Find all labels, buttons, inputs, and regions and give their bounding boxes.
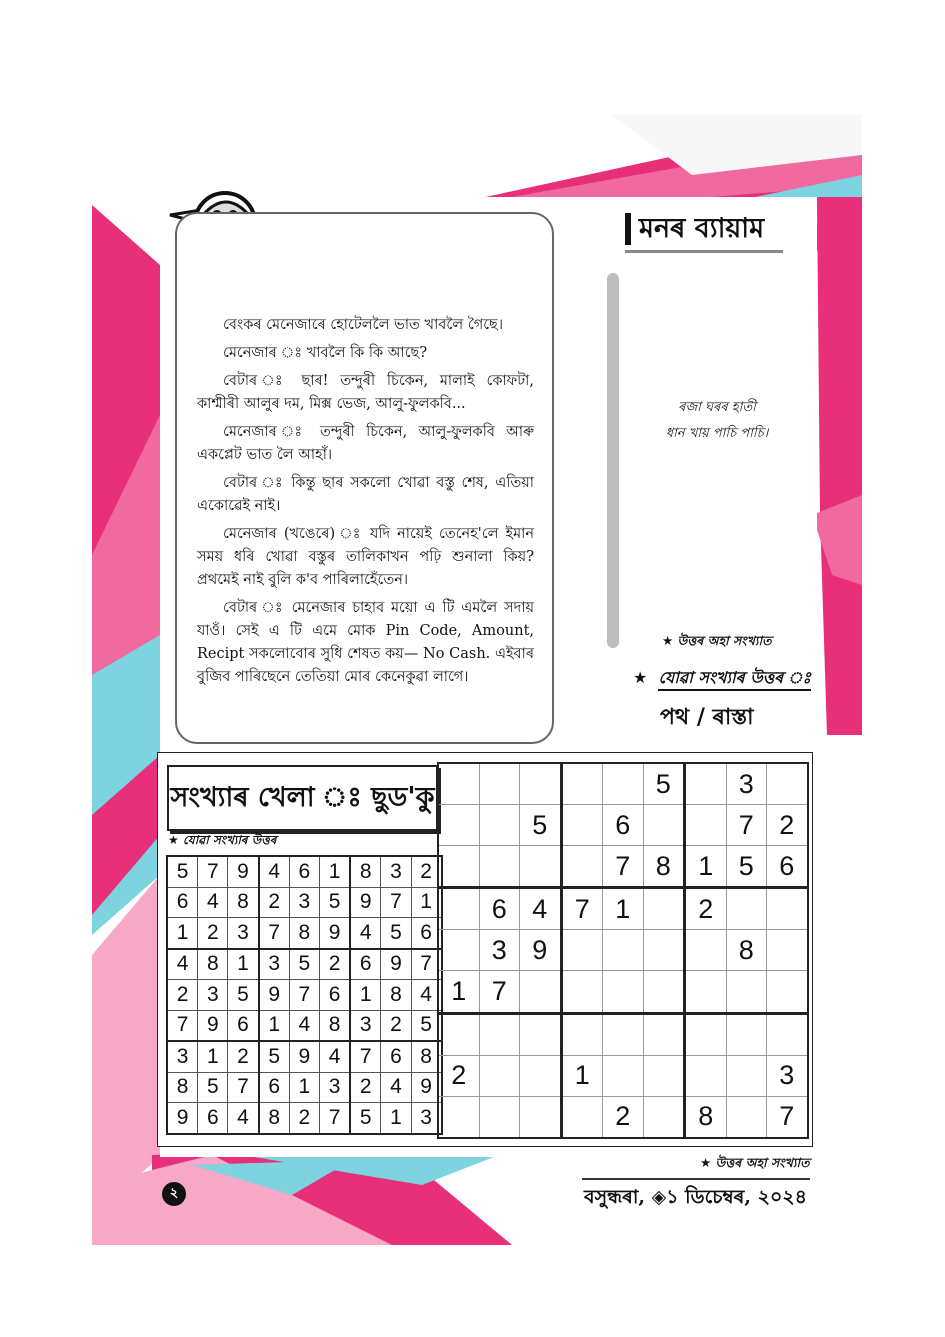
puzzle-cell — [726, 971, 767, 1013]
puzzle-cell: 8 — [643, 846, 685, 888]
solution-cell: 6 — [381, 1041, 411, 1072]
solution-cell: 4 — [350, 918, 381, 949]
solution-cell: 5 — [411, 1010, 442, 1041]
solution-cell: 4 — [228, 1103, 259, 1134]
puzzle-cell — [561, 1096, 603, 1138]
puzzle-cell — [520, 1055, 562, 1096]
puzzle-cell — [643, 1055, 685, 1096]
puzzle-cell: 1 — [685, 846, 727, 888]
joke-text — [197, 314, 534, 694]
solution-cell: 4 — [381, 1072, 411, 1103]
solution-cell: 5 — [228, 980, 259, 1011]
puzzle-cell — [767, 930, 808, 971]
solution-cell: 1 — [319, 856, 350, 887]
puzzle-cell — [643, 1096, 685, 1138]
solution-cell: 4 — [319, 1041, 350, 1072]
solution-cell: 9 — [350, 887, 381, 918]
puzzle-cell: 6 — [479, 888, 520, 930]
solution-cell: 6 — [350, 949, 381, 980]
solution-cell: 8 — [167, 1072, 198, 1103]
puzzle-cell — [767, 971, 808, 1013]
solution-cell: 7 — [350, 1041, 381, 1072]
solution-cell: 4 — [167, 949, 198, 980]
puzzle-cell — [643, 1013, 685, 1055]
joke-paragraph: বেটাৰ ঃ কিন্তু ছাৰ সকলো খোৱা বস্তু শেষ, এতিয়া একোৱেই নাই। — [197, 475, 534, 514]
puzzle-cell — [603, 930, 644, 971]
puzzle-cell — [643, 888, 685, 930]
page-number: ২ — [162, 1182, 186, 1206]
solution-cell: 8 — [319, 1010, 350, 1041]
puzzle-cell — [520, 1096, 562, 1138]
puzzle-cell: 1 — [603, 888, 644, 930]
solution-cell: 2 — [411, 856, 442, 887]
solution-cell: 3 — [259, 949, 290, 980]
joke-paragraph: বেটাৰ ঃ ছাৰ! তন্দুৰী চিকেন, মালাই কোফটা, কাশ্মীৰী আলুৰ দম, মিক্স ভেজ, আলু-ফুলকবি... — [197, 373, 534, 412]
solution-cell: 6 — [167, 887, 198, 918]
puzzle-cell — [643, 971, 685, 1013]
joke-paragraph: মেনেজাৰ ঃ তন্দুৰী চিকেন, আলু-ফুলকবি আৰু একপ্লেট ভাত লৈ আহাঁ। — [197, 424, 534, 463]
previous-solution-grid — [166, 855, 443, 1135]
puzzle-cell — [767, 763, 808, 805]
solution-cell: 1 — [228, 949, 259, 980]
solution-cell: 3 — [319, 1072, 350, 1103]
solution-cell: 5 — [350, 1103, 381, 1134]
puzzle-cell: 2 — [438, 1055, 479, 1096]
solution-cell: 7 — [411, 949, 442, 980]
puzzle-cell — [438, 763, 479, 805]
puzzle-cell — [561, 763, 603, 805]
puzzle-cell — [685, 930, 727, 971]
solution-cell: 2 — [198, 918, 228, 949]
puzzle-cell: 3 — [767, 1055, 808, 1096]
solution-cell: 5 — [259, 1041, 290, 1072]
solution-cell: 8 — [228, 887, 259, 918]
solution-cell: 2 — [319, 949, 350, 980]
puzzle-cell — [726, 1055, 767, 1096]
solution-cell: 3 — [289, 887, 319, 918]
solution-cell: 3 — [167, 1041, 198, 1072]
solution-cell: 1 — [411, 887, 442, 918]
puzzle-cell: 7 — [603, 846, 644, 888]
puzzle-cell: 2 — [685, 888, 727, 930]
solution-cell: 6 — [259, 1072, 290, 1103]
puzzle-cell — [685, 763, 727, 805]
puzzle-cell — [685, 805, 727, 846]
solution-cell: 6 — [198, 1103, 228, 1134]
solution-cell: 5 — [198, 1072, 228, 1103]
solution-cell: 9 — [259, 980, 290, 1011]
puzzle-cell — [603, 1055, 644, 1096]
joke-box — [175, 212, 554, 744]
solution-cell: 4 — [411, 980, 442, 1011]
puzzle-cell: 3 — [479, 930, 520, 971]
solution-cell: 2 — [350, 1072, 381, 1103]
riddle-line-2: ধান খায় পাচি পাচি। — [665, 426, 769, 441]
puzzle-cell — [438, 805, 479, 846]
puzzle-cell — [479, 805, 520, 846]
puzzle-cell: 7 — [479, 971, 520, 1013]
puzzle-cell — [603, 971, 644, 1013]
solution-cell: 7 — [381, 887, 411, 918]
solution-cell: 8 — [289, 918, 319, 949]
solution-cell: 9 — [167, 1103, 198, 1134]
puzzle-cell — [767, 888, 808, 930]
solution-cell: 7 — [259, 918, 290, 949]
puzzle-cell — [438, 930, 479, 971]
puzzle-cell — [438, 888, 479, 930]
solution-cell: 7 — [289, 980, 319, 1011]
puzzle-cell — [438, 846, 479, 888]
answer-note: ★ উত্তৰ অহা সংখ্যাত — [662, 633, 772, 648]
puzzle-cell: 7 — [726, 805, 767, 846]
solution-cell: 5 — [289, 949, 319, 980]
puzzle-cell: 2 — [767, 805, 808, 846]
solution-cell: 6 — [228, 1010, 259, 1041]
puzzle-cell: 5 — [520, 805, 562, 846]
puzzle-cell: 8 — [726, 930, 767, 971]
solution-cell: 2 — [381, 1010, 411, 1041]
solution-cell: 7 — [228, 1072, 259, 1103]
puzzle-cell: 8 — [685, 1096, 727, 1138]
solution-cell: 2 — [259, 887, 290, 918]
solution-cell: 5 — [319, 887, 350, 918]
puzzle-cell — [561, 930, 603, 971]
solution-label: ★ যোৱা সংখ্যাৰ উত্তৰ — [168, 833, 277, 847]
puzzle-cell — [561, 971, 603, 1013]
puzzle-cell — [479, 1013, 520, 1055]
solution-cell: 7 — [198, 856, 228, 887]
riddle-line-1: ৰজা ঘৰৰ হাতী — [678, 400, 756, 415]
sudoku-puzzle-grid — [437, 762, 809, 1139]
solution-cell: 7 — [319, 1103, 350, 1134]
puzzle-cell — [438, 1096, 479, 1138]
puzzle-cell — [561, 805, 603, 846]
puzzle-cell: 1 — [561, 1055, 603, 1096]
puzzle-cell: 7 — [561, 888, 603, 930]
joke-paragraph: মেনেজাৰ ঃ খাবলৈ কি কি আছে? — [223, 345, 428, 361]
puzzle-cell — [643, 805, 685, 846]
puzzle-cell — [479, 763, 520, 805]
puzzle-cell: 2 — [603, 1096, 644, 1138]
section-title — [625, 208, 785, 250]
solution-cell: 3 — [350, 1010, 381, 1041]
solution-cell: 9 — [411, 1072, 442, 1103]
solution-cell: 1 — [259, 1010, 290, 1041]
puzzle-cell — [643, 930, 685, 971]
puzzle-cell — [685, 1055, 727, 1096]
joke-paragraph: মেনেজাৰ (খঙেৰে) ঃ যদি নায়েই তেনেহ'লে ইমান সময় ধৰি খোৱা বস্তুৰ তালিকাখন পঢ়ি শুনালা কিয়? প্ৰথমেই নাই বুলি ক'ব পাৰিলাহেঁতেন। — [197, 526, 534, 588]
solution-cell: 1 — [350, 980, 381, 1011]
puzzle-cell — [726, 1013, 767, 1055]
solution-cell: 3 — [381, 856, 411, 887]
solution-cell: 9 — [319, 918, 350, 949]
solution-cell: 5 — [167, 856, 198, 887]
solution-cell: 3 — [228, 918, 259, 949]
puzzle-cell — [726, 888, 767, 930]
answer-note-bottom: ★ উত্তৰ অহা সংখ্যাত — [700, 1155, 810, 1170]
solution-cell: 2 — [167, 980, 198, 1011]
puzzle-cell: 4 — [520, 888, 562, 930]
solution-cell: 8 — [381, 980, 411, 1011]
solution-cell: 4 — [289, 1010, 319, 1041]
solution-cell: 6 — [411, 918, 442, 949]
puzzle-cell — [520, 971, 562, 1013]
puzzle-cell: 1 — [438, 971, 479, 1013]
puzzle-cell — [685, 1013, 727, 1055]
joke-paragraph: বেটাৰ ঃ মেনেজাৰ চাহাব ময়ো এ টি এমলৈ সদায় যাওঁ। সেই এ টি এমে মোক Pin Code, Amount, Recipt সকলোবোৰ সুধি শেষত কয়— No Cash. এইবাৰ বুজিব পাৰিছেনে তেতিয়া মোৰ কেনেকুৱা লাগে। — [197, 600, 534, 685]
puzzle-cell — [685, 971, 727, 1013]
solution-cell: 9 — [198, 1010, 228, 1041]
solution-cell: 8 — [259, 1103, 290, 1134]
solution-cell: 9 — [228, 856, 259, 887]
puzzle-cell — [479, 846, 520, 888]
puzzle-cell — [561, 1013, 603, 1055]
solution-cell: 1 — [167, 918, 198, 949]
puzzle-cell — [767, 1013, 808, 1055]
puzzle-cell — [520, 1013, 562, 1055]
puzzle-cell: 5 — [726, 846, 767, 888]
solution-cell: 8 — [350, 856, 381, 887]
solution-cell: 7 — [167, 1010, 198, 1041]
solution-cell: 8 — [411, 1041, 442, 1072]
puzzle-cell: 9 — [520, 930, 562, 971]
puzzle-cell: 7 — [767, 1096, 808, 1138]
solution-cell: 1 — [381, 1103, 411, 1134]
puzzle-cell — [603, 1013, 644, 1055]
solution-cell: 1 — [289, 1072, 319, 1103]
star-icon: ★ — [633, 668, 659, 687]
solution-cell: 9 — [289, 1041, 319, 1072]
solution-cell: 9 — [381, 949, 411, 980]
puzzle-cell — [726, 1096, 767, 1138]
solution-cell: 8 — [198, 949, 228, 980]
solution-cell: 2 — [289, 1103, 319, 1134]
solution-cell: 6 — [289, 856, 319, 887]
section-title-text: মনৰ ব্যায়াম — [639, 213, 765, 244]
solution-cell: 6 — [319, 980, 350, 1011]
puzzle-cell — [520, 846, 562, 888]
puzzle-cell: 6 — [767, 846, 808, 888]
solution-cell: 1 — [198, 1041, 228, 1072]
riddle — [632, 395, 802, 447]
solution-cell: 5 — [381, 918, 411, 949]
puzzle-cell — [479, 1096, 520, 1138]
solution-cell: 4 — [259, 856, 290, 887]
solution-cell: 4 — [198, 887, 228, 918]
puzzle-cell — [603, 763, 644, 805]
solution-cell: 2 — [228, 1041, 259, 1072]
previous-answer-title — [633, 665, 811, 692]
puzzle-cell: 3 — [726, 763, 767, 805]
puzzle-cell — [520, 763, 562, 805]
vertical-divider — [607, 273, 619, 648]
puzzle-cell — [561, 846, 603, 888]
solution-cell: 3 — [411, 1103, 442, 1134]
puzzle-cell: 5 — [643, 763, 685, 805]
puzzle-cell: 6 — [603, 805, 644, 846]
sudoku-title: সংখ্যাৰ খেলা ঃ ছুড'কু — [167, 765, 438, 831]
footer-rule — [582, 1178, 810, 1180]
puzzle-cell — [438, 1013, 479, 1055]
title-underline — [625, 250, 783, 253]
title-accent-bar — [625, 213, 631, 245]
previous-answer-text: পথ / ৰাস্তা — [660, 704, 754, 730]
solution-cell: 3 — [198, 980, 228, 1011]
previous-answer-label: যোৱা সংখ্যাৰ উত্তৰ ঃ — [658, 668, 811, 691]
joke-paragraph: বেংকৰ মেনেজাৰে হোটেললৈ ভাত খাবলৈ গৈছে। — [223, 317, 504, 333]
puzzle-cell — [479, 1055, 520, 1096]
footer-text: বসুন্ধৰা, ◈১ ডিচেম্বৰ, ২০২৪ — [584, 1186, 807, 1208]
